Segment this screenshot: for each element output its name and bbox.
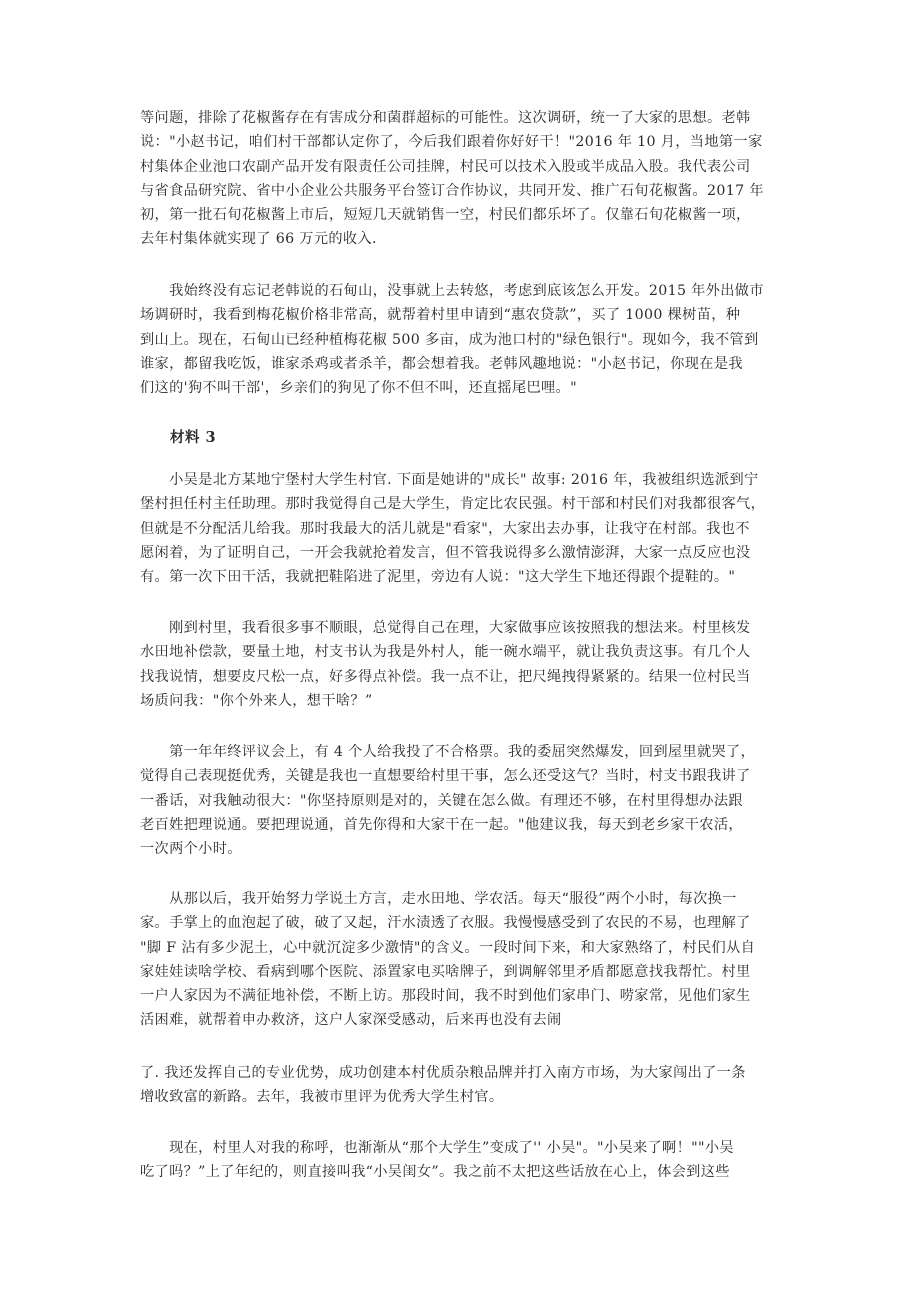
text-line: 说："小赵书记，咱们村干部都认定你了，今后我们跟着你好好干！"2016 年 10 月，当地第一家	[140, 134, 763, 151]
text-line: 第一年年终评议会上，有 4 个人给我投了不合格票。我的委屈突然爆发，回到屋里就哭了，	[140, 744, 756, 760]
text-line: 但就是不分配活儿给我。那时我最大的活儿就是"看家"，大家出去办事，让我守在村部。我也不	[140, 520, 750, 537]
text-line: 刚到村里，我看很多事不顺眼，总觉得自己在理，大家做事应该按照我的想法来。村里核发	[140, 620, 751, 636]
paragraph-5	[140, 740, 788, 861]
text-line: 一次两个小时。	[140, 841, 242, 858]
text-line: 一番话，对我触动很大："你坚持原则是对的，关键在怎么做。有理还不够，在村里得想办法跟	[140, 792, 743, 809]
text-line: 老百姓把理说通。要把理说通，首先你得和大家干在一起。"他建议我，每天到老乡家干农活，	[140, 816, 743, 833]
text-line: 活困难，就帮着申办救济，这户人家深受感动，后来再也没有去闹	[140, 1012, 562, 1029]
text-line: 家娃娃读啥学校、看病到哪个医院、添置家电买啥牌子，到调解邻里矛盾都愿意找我帮忙。村里	[140, 963, 751, 980]
paragraph-1	[140, 106, 788, 252]
text-line: 场质问我："你个外来人，想干啥？”	[140, 692, 373, 709]
text-line: 觉得自己表现挺优秀，关键是我也一直想要给村里干事，怎么还受这气？当时，村支书跟我讲了	[140, 768, 751, 785]
text-line: 家。手掌上的血泡起了破，破了又起，汗水渍透了衣服。我慢慢感受到了农民的不易，也理解了	[140, 915, 751, 932]
text-line: 谁家，都留我吃饭，谁家杀鸡或者杀羊，都会想着我。老韩风趣地说："小赵书记，你现在是我	[140, 355, 743, 372]
text-line: 从那以后，我开始努力学说土方言，走水田地、学农活。每天“服役”两个小时，每次换一	[140, 891, 737, 907]
text-line: 找我说情，想要皮尺松一点，好多得点补偿。我一点不让，把尺绳拽得紧紧的。结果一位村民当	[140, 668, 751, 685]
text-line: 有。第一次下田干活，我就把鞋陷进了泥里，旁边有人说："这大学生下地还得跟个提鞋的。"	[140, 569, 736, 586]
paragraph-6	[140, 887, 788, 1033]
text-line: 们这的'狗不叫干部'，乡亲们的狗见了你不但不叫，还直摇尾巴哩。"	[140, 380, 577, 397]
text-line: 了. 我还发挥自己的专业优势，成功创建本村优质杂粮品牌并打入南方市场，为大家闯出了一条	[140, 1065, 746, 1081]
paragraph-8	[140, 1136, 788, 1185]
paragraph-4	[140, 616, 788, 713]
paragraph-3	[140, 468, 788, 589]
text-line: 与省食品研究院、省中小企业公共服务平台签订合作协议，共同开发、推广石旬花椒酱。2017 年	[140, 182, 764, 199]
text-line: 吃了吗？”上了年纪的，则直接叫我“小吴闺女”。我之前不太把这些话放在心上，体会到这些	[140, 1164, 730, 1181]
text-line: 去年村集体就实现了 66 万元的收入.	[140, 231, 377, 248]
text-line: 到山上。现在，石甸山已经种植梅花椒 500 多亩，成为池口村的"绿色银行"。现如今，我不管到	[140, 331, 759, 348]
text-line: 愿闲着，为了证明自己，一开会我就抢着发言，但不管我说得多么激情澎湃，大家一点反应也没	[140, 544, 751, 561]
text-line: 增收致富的新路。去年，我被市里评为优秀大学生村官。	[140, 1089, 504, 1106]
text-line: 水田地补偿款，要量土地，村支书认为我是外村人，能一碗水端平，就让我负责这事。有几个人	[140, 644, 751, 661]
text-line: 现在，村里人对我的称呼，也渐渐从“那个大学生”变成了'' 小吴"。"小吴来了啊！""小吴	[140, 1140, 734, 1156]
text-line: 初，第一批石旬花椒酱上市后，短短几天就销售一空，村民们都乐坏了。仅靠石旬花椒酱一项，	[140, 207, 751, 224]
text-line: 小吴是北方某地宁堡村大学生村官. 下面是她讲的"成长" 故事: 2016 年，我被组织选派到宁	[140, 472, 759, 488]
text-line: 场调研时，我看到梅花椒价格非常高，就帮着村里申请到“惠农贷款”，买了 1000 棵树苗，种	[140, 307, 741, 324]
text-line: 一户人家因为不满征地补偿，不断上访。那段时间，我不时到他们家串门、唠家常，见他们家生	[140, 988, 751, 1005]
text-line: 等问题，排除了花椒酱存在有害成分和菌群超标的可能性。这次调研，统一了大家的思想。老韩	[140, 110, 751, 126]
section-heading: 材料 3	[170, 429, 217, 446]
paragraph-7	[140, 1061, 788, 1110]
text-line: 我始终没有忘记老韩说的石甸山，没事就上去转悠，考虑到底该怎么开发。2015 年外出做市	[140, 283, 764, 299]
text-line: 堡村担任村主任助理。那时我觉得自己是大学生，肯定比农民强。村干部和村民们对我都很客气，	[140, 496, 766, 513]
paragraph-2	[140, 279, 788, 400]
text-line: 村集体企业池口农副产品开发有限责任公司挂牌，村民可以技术入股或半成品入股。我代表公司	[140, 158, 751, 175]
text-line: "脚 F 沾有多少泥土，心中就沉淀多少激情"的含义。一段时间下来，和大家熟络了，村民们从自	[140, 939, 756, 956]
